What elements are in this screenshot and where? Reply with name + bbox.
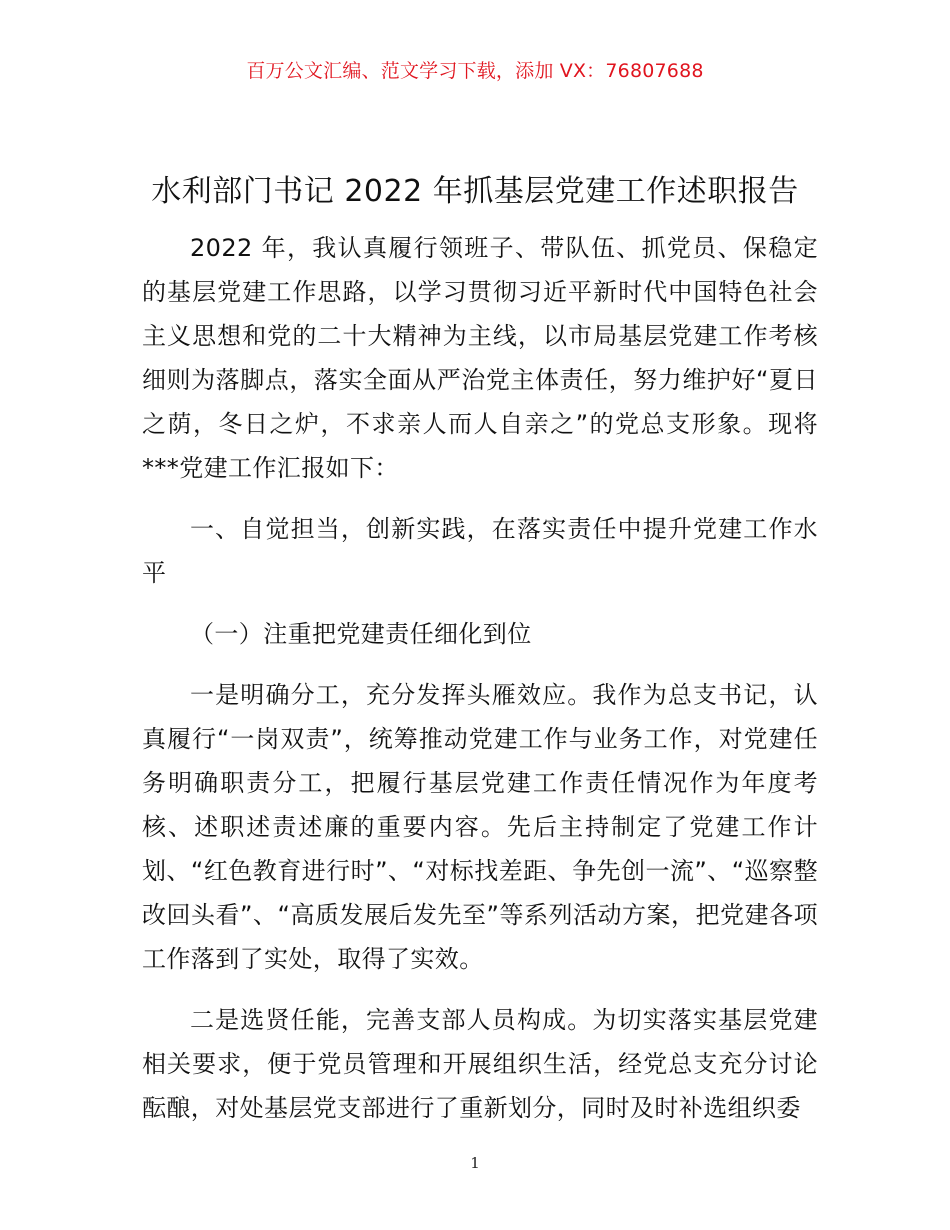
- paragraph-division-of-labor: 一是明确分工，充分发挥头雁效应。我作为总支书记，认真履行“一岗双责”，统筹推动党建工作与业务工作，对党建任务明确职责分工，把履行基层党建工作责任情况作为年度考核、述职述责述廉的重要内容。先后主持制定了党建工作计划、“红色教育进行时”、“对标找差距、争先创一流”、“巡察整改回头看”、“高质发展后发先至”等系列活动方案，把党建各项工作落到了实处，取得了实效。: [142, 681, 818, 973]
- header-banner: 百万公文汇编、范文学习下载，添加 VX：76807688: [246, 60, 704, 82]
- document-title: 水利部门书记 2022 年抓基层党建工作述职报告: [151, 174, 799, 209]
- paragraph-personnel: 二是选贤任能，完善支部人员构成。为切实落实基层党建相关要求，便于党员管理和开展组织生活，经党总支充分讨论酝酿，对处基层党支部进行了重新划分，同时及时补选组织委: [142, 1006, 818, 1122]
- subsection-heading-1: （一）注重把党建责任细化到位: [190, 620, 532, 648]
- page-number: 1: [470, 1154, 480, 1172]
- intro-paragraph: 2022 年，我认真履行领班子、带队伍、抓党员、保稳定的基层党建工作思路，以学习贯彻习近平新时代中国特色社会主义思想和党的二十大精神为主线，以市局基层党建工作考核细则为落脚点，落实全面从严治党主体责任，努力维护好“夏日之荫，冬日之炉，不求亲人而人自亲之”的党总支形象。现将***党建工作汇报如下：: [142, 234, 818, 482]
- document-body: [142, 226, 818, 1147]
- section-heading-1: 一、自觉担当，创新实践，在落实责任中提升党建工作水平: [142, 515, 818, 587]
